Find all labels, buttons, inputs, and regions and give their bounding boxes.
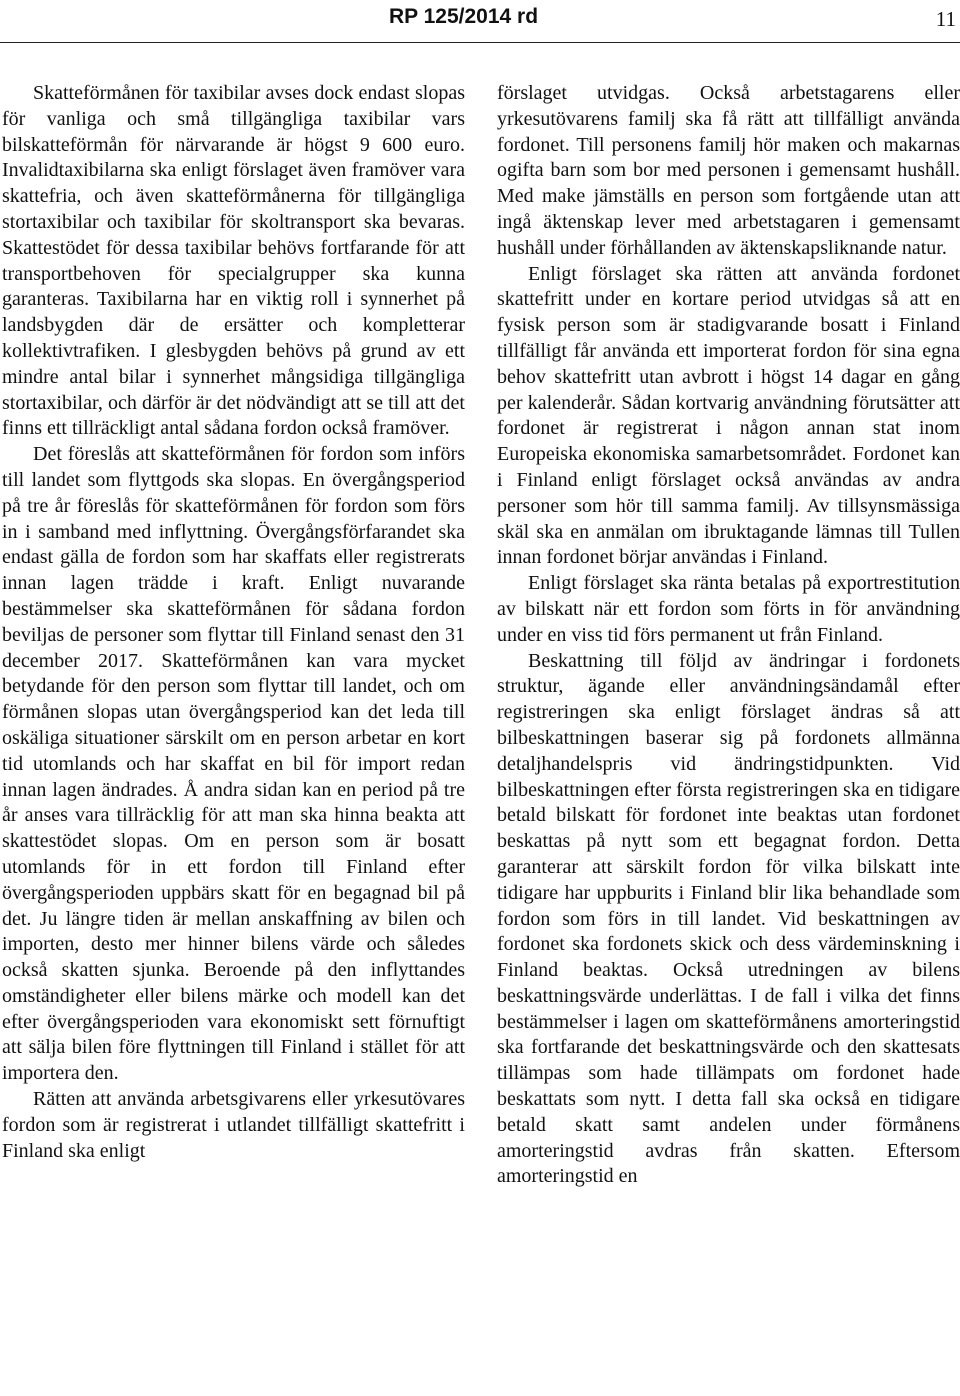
body-paragraph: Skatteförmånen för taxibilar avses dock endast slopas för vanliga och små tillgängliga taxibilar vars bilskatteförmån för närvarande är högst 9 600 euro. Invalidtaxibilarna ska enligt förslaget även framöver vara skattefria, och även skatteförmånerna för tillgängliga stortaxibilar och taxibilar för skoltransport ska bevaras. Skattestödet för dessa taxibilar behövs fortfarande för att transportbehoven för specialgrupper ska kunna garanteras. Taxibilarna har en viktig roll i synnerhet på landsbygden där de ersätter och kompletterar kollektivtrafiken. I glesbygden behövs på grund av ett mindre antal bilar i synnerhet mångsidiga tillgängliga stortaxibilar, och därför är det nödvändigt att se till att det finns ett tillräckligt antal sådana fordon också framöver.: [2, 82, 465, 440]
document-reference: RP 125/2014 rd: [389, 5, 539, 28]
page-number: 11: [935, 7, 956, 31]
body-paragraph: Det föreslås att skatteförmånen för fordon som införs till landet som flyttgods ska slopas. En övergångsperiod på tre år föreslås för skatteförmånen för fordon som förs in i samband med inflyttning. Övergångsförfarandet ska endast gälla de fordon som har skaffats eller registrerats innan lagen trädde i kraft. Enligt nuvarande bestämmelser ska skatteförmånen för sådana fordon beviljas de personer som flyttar till Finland senast den 31 december 2017. Skatteförmånen kan vara mycket betydande för den person som flyttar till landet, och om förmånen slopas utan övergångsperiod kan det leda till oskäliga situationer särskilt om en person arbetar en kort tid utomlands och har skaffat en bil för import redan innan lagen ändrades. Å andra sidan kan en period på tre år anses vara tillräcklig för att man ska hinna beakta att skattestödet slopas. Om en person som är bosatt utomlands för in ett fordon till Finland efter övergångsperioden uppbärs skatt för en begagnad bil på det. Ju längre tiden är mellan anskaffning av bilen och importen, desto mer hinner bilens värde och således också skatten sjunka. Beroende på den inflyttandes omständigheter eller bilens märke och modell kan det efter övergångsperioden vara ekonomiskt sett förnuftigt att sälja bilen före flyttningen till Finland i stället för att importera den.: [2, 443, 465, 1085]
left-column: [2, 81, 465, 1396]
right-column: [497, 81, 960, 1396]
header-divider: [0, 42, 960, 43]
body-paragraph-continued: förslaget utvidgas. Också arbetstagarens eller yrkesutövarens familj ska få rätt att tillfälligt använda fordonet. Till personens familj hör maken och makarnas ogifta barn som bor med personen i gemensamt hushåll. Med make jämställs en person som fortgående utan att ingå äktenskap lever med arbetstagaren i gemensamt hushåll under förhållanden av äktenskapsliknande natur.: [497, 82, 960, 259]
body-paragraph: Enligt förslaget ska ränta betalas på exportrestitution av bilskatt när ett fordon som förts in för användning under en viss tid förs permanent ut från Finland.: [497, 572, 960, 646]
body-paragraph: Rätten att använda arbetsgivarens eller yrkesutövares fordon som är registrerat i utlandet tillfälligt skattefritt i Finland ska enligt: [2, 1088, 465, 1162]
body-paragraph: Beskattning till följd av ändringar i fordonets struktur, ägande eller användningsändamål efter registreringen ska enligt förslaget ändras så att bilbeskattningen baserar sig på fordonets allmänna detaljhandelspris vid ändringstidpunkten. Vid bilbeskattningen efter första registreringen ska en tidigare betald bilskatt för fordonet inte beaktas utan fordonet beskattas på nytt som ett begagnat fordon. Detta garanterar att särskilt fordon för vilka bilskatt inte tidigare har uppburits i Finland blir lika behandlade som fordon som förs in till landet. Vid beskattningen av fordonet ska fordonets skick och dess värdeminskning i Finland beaktas. Också utredningen av bilens beskattningsvärde underlättas. I de fall i vilka det finns bestämmelser i lagen om skatteförmånens amorteringstid ska fortfarande det beskattningsvärde och den skattesats tillämpas som hade tillämpats om fordonet hade beskattats som nytt. I detta fall ska också en tidigare betald skatt samt andelen under förmånens amorteringstid avdras från skatten. Eftersom amorteringstid en: [497, 649, 960, 1188]
page-header: [0, 4, 960, 34]
body-paragraph: Enligt förslaget ska rätten att använda fordonet skattefritt under en kortare period utvidgas så att en fysisk person som är stadigvarande bosatt i Finland tillfälligt får använda ett importerat fordon för sina egna behov skattefritt utan avbrott i högst 14 dagar en gång per kalenderår. Sådan kortvarig användning förutsätter att fordonet är registrerat i någon annan stat inom Europeiska ekonomiska samarbetsområdet. Fordonet kan i Finland enligt förslaget också användas av andra personer som hör till samma familj. Av tillsynsmässiga skäl ska en anmälan om ibruktagande lämnas till Tullen innan fordonet börjar användas i Finland.: [497, 262, 960, 569]
